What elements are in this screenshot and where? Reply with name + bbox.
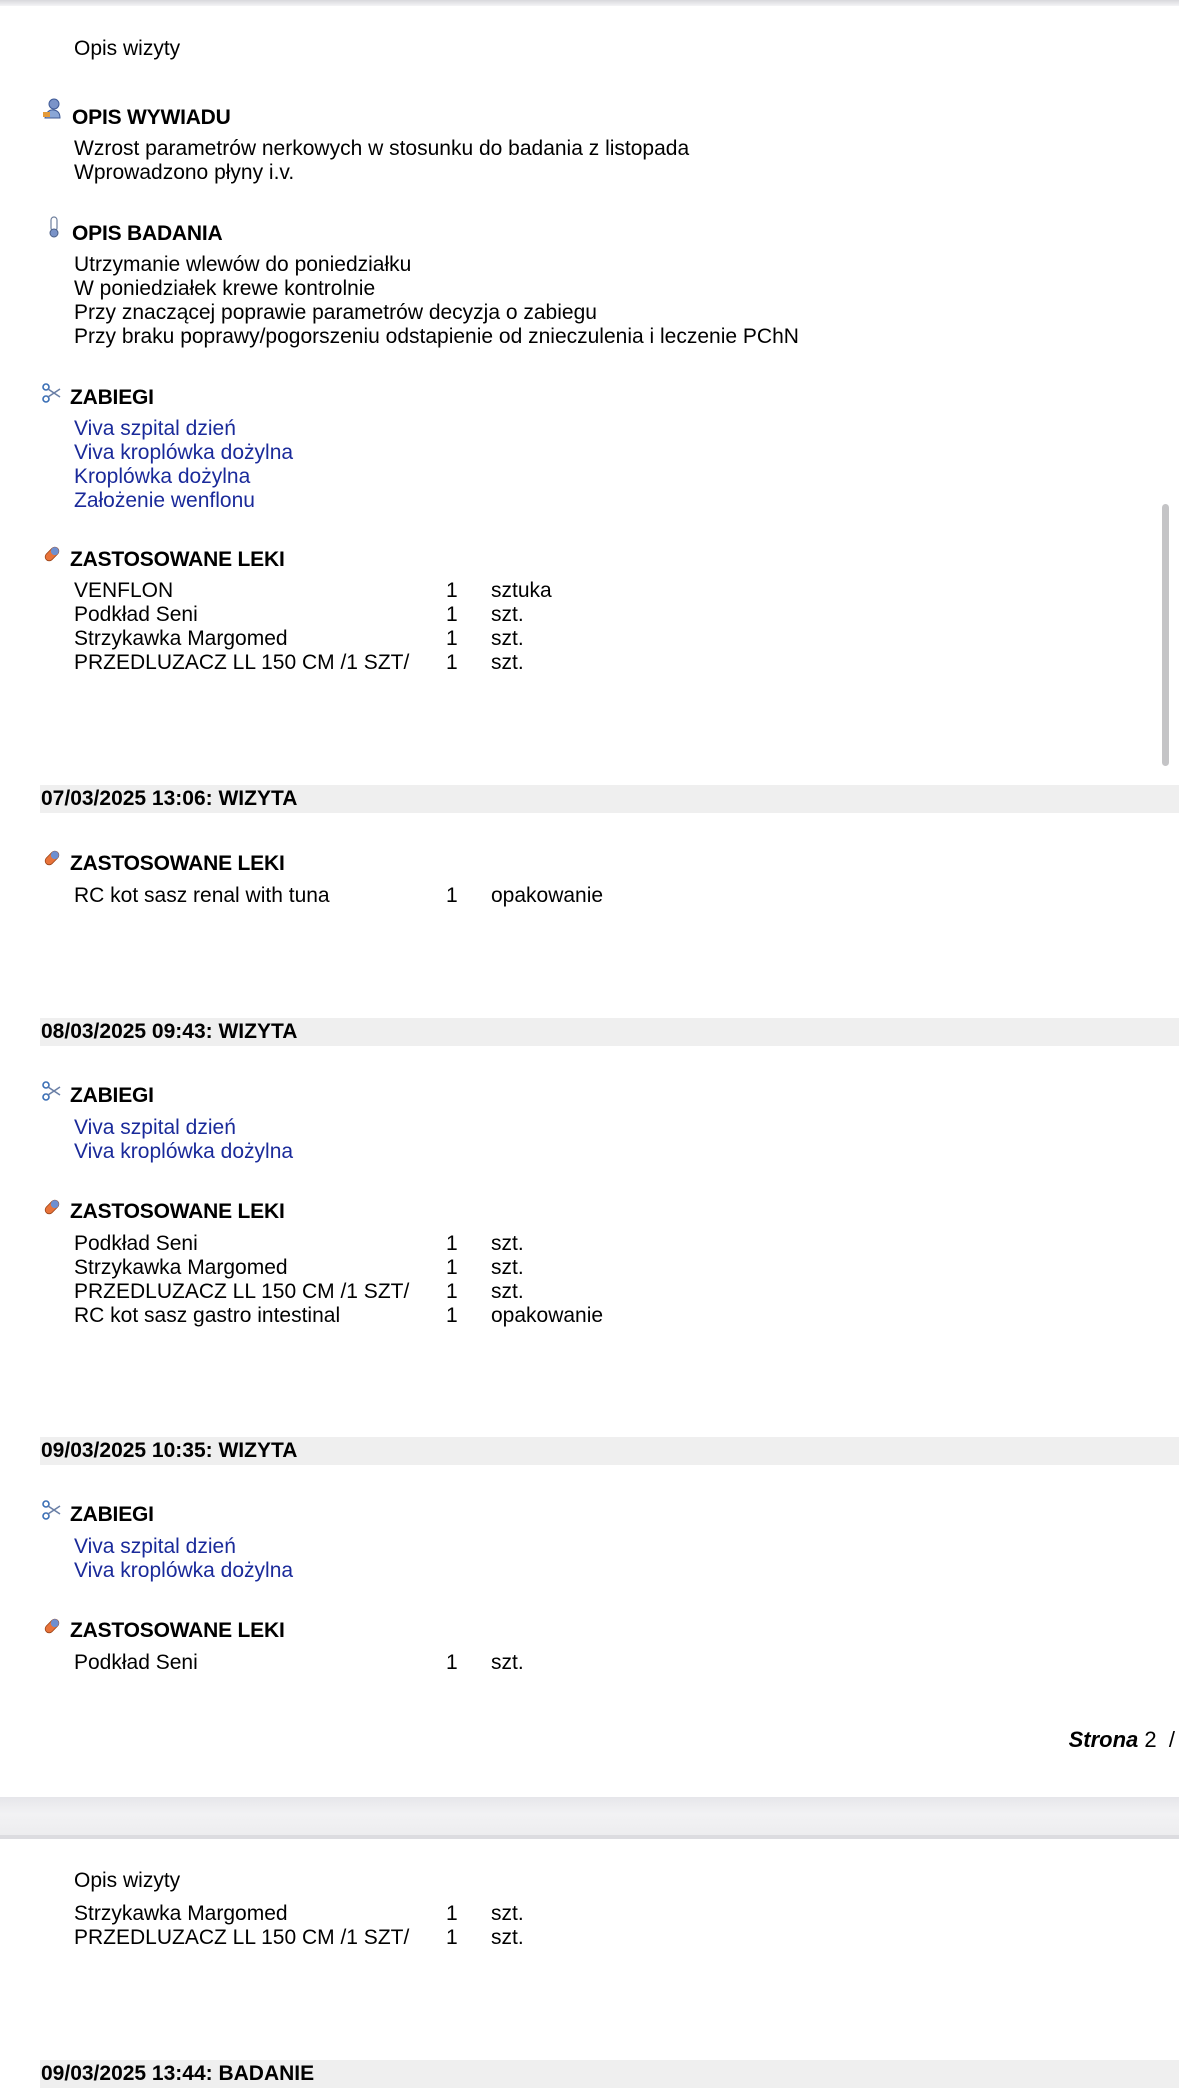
med-name: RC kot sasz gastro intestinal — [74, 1304, 341, 1327]
med-qty: 1 — [446, 603, 458, 626]
procedure-link[interactable]: Viva szpital dzień — [74, 1116, 236, 1139]
page-label: Strona — [1068, 1727, 1139, 1752]
med-qty: 1 — [446, 1256, 458, 1279]
meds-title: ZASTOSOWANE LEKI — [70, 548, 285, 571]
procedures-title: ZABIEGI — [70, 386, 154, 409]
visit-header — [40, 785, 1179, 813]
visit-header-text: 07/03/2025 13:06: WIZYTA — [41, 787, 298, 810]
med-name: PRZEDLUZACZ LL 150 CM /1 SZT/ — [74, 1280, 410, 1303]
exam-line: Przy znaczącej poprawie parametrów decyzja o zabiegu — [74, 301, 597, 324]
page-separator: / — [1168, 1727, 1175, 1752]
visit-header — [40, 1018, 1179, 1046]
page-footer — [1069, 1727, 1175, 1753]
med-qty: 1 — [446, 627, 458, 650]
scissors-icon — [41, 382, 63, 404]
med-unit: szt. — [491, 1232, 524, 1255]
med-name: Podkład Seni — [74, 603, 198, 626]
procedure-link[interactable]: Założenie wenflonu — [74, 489, 255, 512]
exam-line: W poniedziałek krewe kontrolnie — [74, 277, 376, 300]
pill-icon — [41, 543, 63, 565]
med-qty: 1 — [446, 884, 458, 907]
exam-title: OPIS BADANIA — [72, 222, 223, 245]
pill-icon — [41, 1615, 63, 1637]
med-qty: 1 — [446, 579, 458, 602]
med-qty: 1 — [446, 1926, 458, 1949]
pill-icon — [41, 1196, 63, 1218]
thermometer-icon — [44, 216, 66, 238]
med-name: PRZEDLUZACZ LL 150 CM /1 SZT/ — [74, 1926, 410, 1949]
med-qty: 1 — [446, 1232, 458, 1255]
med-unit: szt. — [491, 627, 524, 650]
meds-title: ZASTOSOWANE LEKI — [70, 1619, 285, 1642]
pill-icon — [41, 847, 63, 869]
med-unit: szt. — [491, 1651, 524, 1674]
page-number: 2 — [1144, 1727, 1157, 1752]
meds-title: ZASTOSOWANE LEKI — [70, 852, 285, 875]
procedure-link[interactable]: Viva kroplówka dożylna — [74, 1140, 294, 1163]
exam-line: Przy braku poprawy/pogorszeniu odstapienie od znieczulenia i leczenie PChN — [74, 325, 799, 348]
med-qty: 1 — [446, 1280, 458, 1303]
med-qty: 1 — [446, 1902, 458, 1925]
visit-header-text: 09/03/2025 13:44: BADANIE — [41, 2062, 315, 2085]
interview-title: OPIS WYWIADU — [72, 106, 231, 129]
visit-header — [40, 2060, 1179, 2088]
med-unit: opakowanie — [491, 884, 604, 907]
visit-header-text: 09/03/2025 10:35: WIZYTA — [41, 1439, 298, 1462]
interview-line: Wprowadzono płyny i.v. — [74, 161, 295, 184]
med-name: Strzykawka Margomed — [74, 1256, 288, 1279]
med-qty: 1 — [446, 1304, 458, 1327]
page-top-edge — [0, 0, 1179, 6]
med-name: Podkład Seni — [74, 1232, 198, 1255]
med-unit: szt. — [491, 603, 524, 626]
med-unit: opakowanie — [491, 1304, 604, 1327]
meds-title: ZASTOSOWANE LEKI — [70, 1200, 285, 1223]
person-icon — [41, 98, 63, 120]
exam-line: Utrzymanie wlewów do poniedziałku — [74, 253, 412, 276]
procedure-link[interactable]: Viva szpital dzień — [74, 417, 236, 440]
med-name: Podkład Seni — [74, 1651, 198, 1674]
med-unit: szt. — [491, 1280, 524, 1303]
med-unit: szt. — [491, 1902, 524, 1925]
med-qty: 1 — [446, 651, 458, 674]
med-name: Strzykawka Margomed — [74, 1902, 288, 1925]
scrollbar-thumb[interactable] — [1162, 504, 1169, 766]
scissors-icon — [41, 1499, 63, 1521]
med-name: VENFLON — [74, 579, 174, 602]
procedures-title: ZABIEGI — [70, 1084, 154, 1107]
visit-header — [40, 1437, 1179, 1465]
visit-description-label: Opis wizyty — [74, 1869, 181, 1892]
interview-line: Wzrost parametrów nerkowych w stosunku do badania z listopada — [74, 137, 690, 160]
procedures-title: ZABIEGI — [70, 1503, 154, 1526]
med-unit: sztuka — [491, 579, 552, 602]
procedure-link[interactable]: Viva kroplówka dożylna — [74, 441, 294, 464]
med-unit: szt. — [491, 651, 524, 674]
procedure-link[interactable]: Kroplówka dożylna — [74, 465, 251, 488]
med-name: Strzykawka Margomed — [74, 627, 288, 650]
med-name: RC kot sasz renal with tuna — [74, 884, 330, 907]
procedure-link[interactable]: Viva szpital dzień — [74, 1535, 236, 1558]
scissors-icon — [41, 1080, 63, 1102]
med-name: PRZEDLUZACZ LL 150 CM /1 SZT/ — [74, 651, 410, 674]
med-unit: szt. — [491, 1926, 524, 1949]
procedure-link[interactable]: Viva kroplówka dożylna — [74, 1559, 294, 1582]
med-unit: szt. — [491, 1256, 524, 1279]
visit-header-text: 08/03/2025 09:43: WIZYTA — [41, 1020, 298, 1043]
med-qty: 1 — [446, 1651, 458, 1674]
page-break — [0, 1797, 1179, 1839]
visit-description-label: Opis wizyty — [74, 37, 181, 60]
